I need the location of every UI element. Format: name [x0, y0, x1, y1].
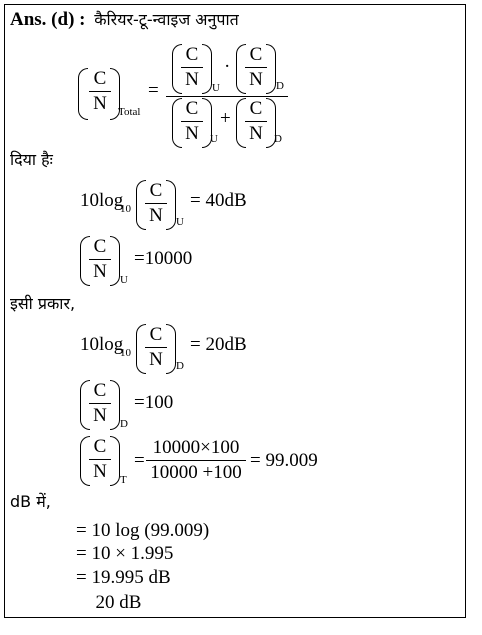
cn-fraction: C N — [89, 437, 111, 482]
right-paren — [110, 236, 120, 286]
u-subscript: U — [176, 216, 184, 228]
total-numerator: 10000×100 — [152, 437, 240, 458]
log-text: 10log — [80, 190, 124, 211]
right-paren — [110, 436, 120, 486]
total-result: = 99.009 — [250, 450, 318, 471]
cn-d-fraction: C N — [245, 45, 267, 90]
answer-label: Ans. (d) : — [10, 9, 86, 30]
given-label: दिया हैः — [10, 150, 53, 169]
step-4: 20 dB — [76, 592, 122, 613]
log-text: 10log — [80, 334, 124, 355]
cn-d-fraction: C N — [245, 99, 267, 144]
right-paren — [110, 380, 120, 430]
downlink-ratio-value: =100 — [134, 392, 174, 413]
cn-fraction: C N — [145, 325, 167, 370]
cn-fraction: C N — [89, 381, 111, 426]
answer-header — [10, 8, 239, 31]
cn-u-fraction: C N — [181, 45, 203, 90]
in-db-label: dB में, — [10, 492, 51, 511]
plus-sign: + — [220, 108, 231, 129]
cn-u-fraction: C N — [181, 99, 203, 144]
d-subscript: D — [276, 80, 284, 92]
equals-sign: = — [134, 450, 145, 471]
uplink-db-value: = 40dB — [190, 190, 247, 211]
total-denominator: 10000 +100 — [150, 462, 242, 483]
similarly-label: इसी प्रकार, — [10, 294, 76, 313]
u-subscript: U — [210, 133, 218, 145]
cn-fraction: C N — [89, 69, 111, 114]
uplink-ratio-value: =10000 — [134, 248, 193, 269]
equals-sign: = — [148, 80, 159, 101]
downlink-db-value: = 20dB — [190, 334, 247, 355]
log-base: 10 — [120, 347, 131, 359]
right-paren — [166, 324, 176, 374]
t-subscript: T — [120, 474, 127, 486]
multiply-dot: · — [224, 56, 231, 77]
log-base: 10 — [120, 203, 131, 215]
cn-fraction: C N — [89, 237, 111, 282]
right-paren — [266, 44, 276, 94]
total-subscript: Total — [118, 106, 141, 118]
right-paren — [166, 180, 176, 230]
u-subscript: U — [120, 274, 128, 286]
topic-title: कैरियर-टू-न्वाइज अनुपात — [94, 10, 239, 29]
step-3: = 19.995 dB — [76, 567, 171, 588]
right-paren — [202, 44, 212, 94]
main-fraction-bar — [166, 96, 288, 97]
total-calc-fraction — [146, 438, 246, 483]
u-subscript: U — [212, 82, 220, 94]
d-subscript: D — [176, 360, 184, 372]
left-paren — [78, 68, 88, 120]
step-2: = 10 × 1.995 — [76, 543, 174, 564]
step-1: = 10 log (99.009) — [76, 520, 210, 541]
d-subscript: D — [120, 418, 128, 430]
d-subscript: D — [274, 133, 282, 145]
cn-fraction: C N — [145, 181, 167, 226]
